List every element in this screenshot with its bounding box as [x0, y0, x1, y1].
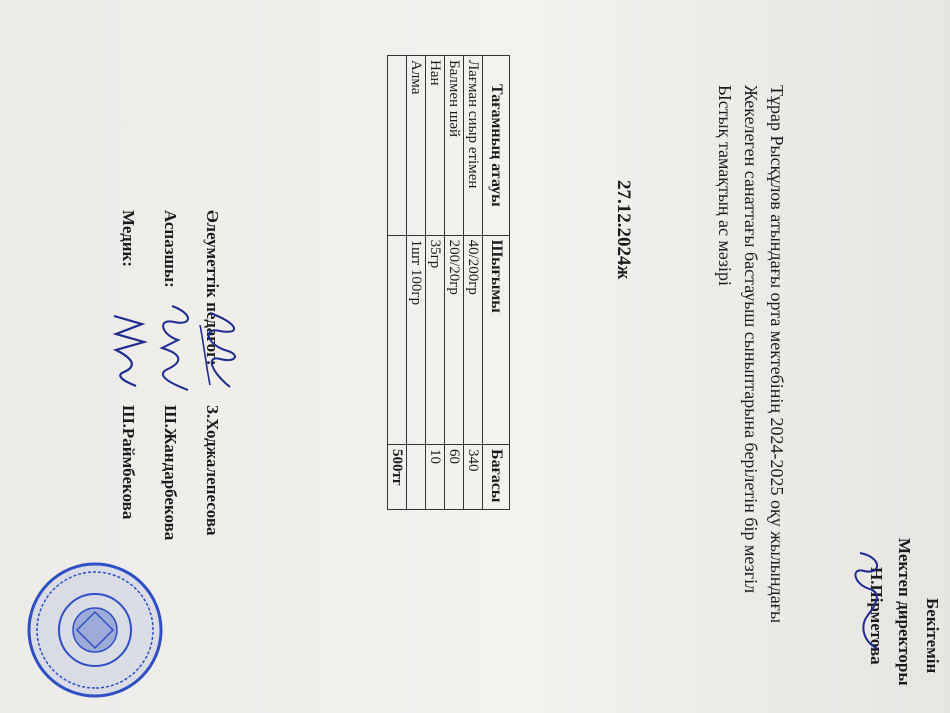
- approval-title: Бекітемін: [923, 598, 942, 674]
- heading-line-1: Тұрар Рысқұлов атындағы орта мектебінің 2024-2025 оқу жылындағы: [767, 85, 787, 624]
- signature-name-social-pedagogue: З.Ходжалепесова: [203, 405, 222, 536]
- signature-role-medic: Медик:: [119, 210, 138, 267]
- table-header-row: [483, 56, 510, 510]
- signature-role-social-pedagogue: Әлеуметтік педагог:: [203, 210, 222, 366]
- dish-name: Алма: [407, 56, 426, 236]
- table-total-row: [388, 56, 407, 510]
- stamp-seal: [25, 560, 165, 700]
- menu-total: 500тг: [388, 444, 407, 509]
- menu-date: 27.12.2024ж: [613, 180, 634, 280]
- dish-name: Лағман сиыр етімен: [464, 56, 483, 236]
- signature-scribble-medic: [100, 310, 154, 390]
- dish-yield: 35гр: [426, 235, 445, 444]
- dish-name: Балмен шәй: [445, 56, 464, 236]
- header-dish: Тағамның атауы: [483, 56, 510, 236]
- dish-price: 60: [445, 444, 464, 509]
- header-yield: Шығымы: [483, 235, 510, 444]
- dish-yield: 1шт 100гр: [407, 235, 426, 444]
- dish-yield: 200/20гр: [445, 235, 464, 444]
- dish-price: [407, 444, 426, 509]
- menu-table: [387, 55, 510, 510]
- dish-price: 10: [426, 444, 445, 509]
- signature-role-cook: Аспазшы:: [161, 210, 180, 288]
- table-row: [407, 56, 426, 510]
- dish-yield: 40/200гр: [464, 235, 483, 444]
- signature-name-medic: Ш.Раймбекова: [119, 405, 138, 520]
- dish-name: Нан: [426, 56, 445, 236]
- dish-price: 340: [464, 444, 483, 509]
- table-row: [445, 56, 464, 510]
- approval-name: Н.Пірметова: [867, 567, 886, 665]
- heading-line-2: Жекелеген санаттағы бастауыш сыныптарына берілетін бір мезгіл: [741, 85, 761, 594]
- signature-scribble-director: [848, 545, 888, 655]
- signature-name-cook: Ш.Жандарбекова: [161, 405, 180, 541]
- approval-position: Мектеп директоры: [895, 538, 914, 686]
- table-row: [426, 56, 445, 510]
- header-price: Бағасы: [483, 444, 510, 509]
- table-row: [464, 56, 483, 510]
- heading-line-3: Ыстық тамақтың ас мәзірі: [715, 85, 735, 287]
